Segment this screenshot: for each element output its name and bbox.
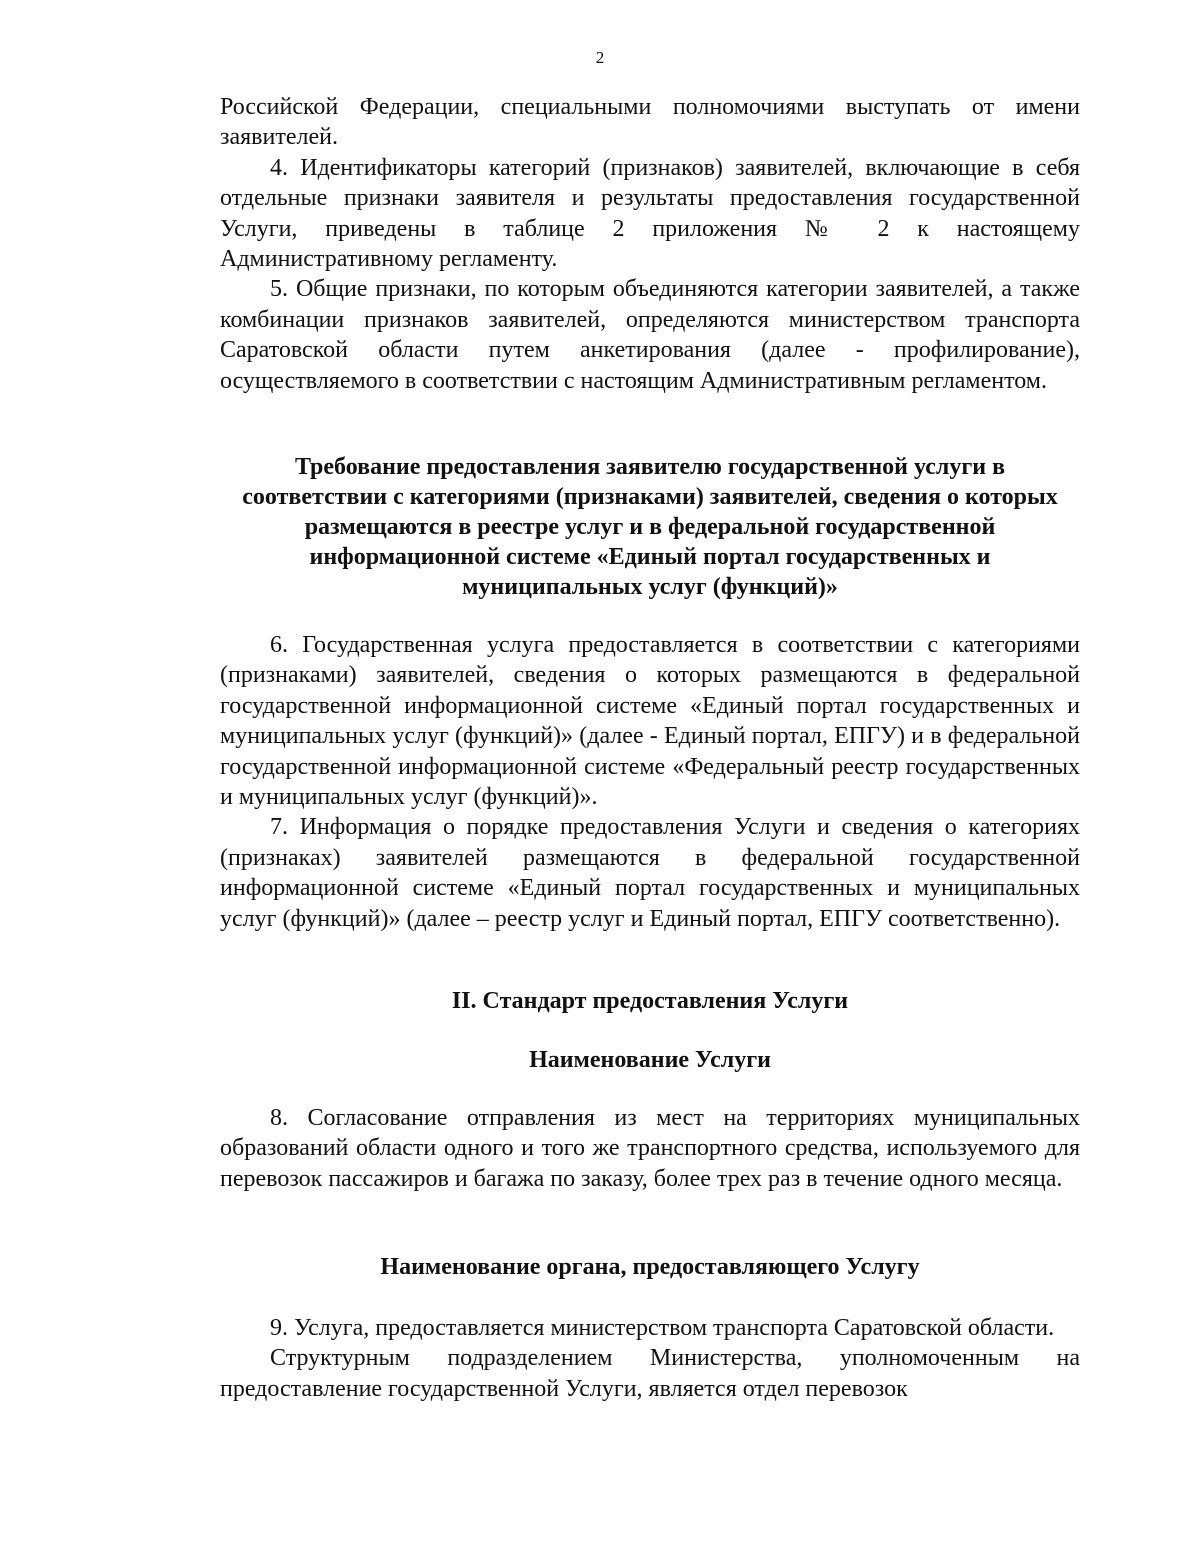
service-description-section (220, 1103, 1080, 1194)
heading-authority: Наименование органа, предоставляющего Услугу (380, 1254, 920, 1280)
page-number: 2 (595, 48, 605, 67)
standard-section (220, 986, 1080, 1016)
paragraph-5: 5. Общие признаки, по которым объединяются категории заявителей, а также комбинации признаков заявителей, определяются министерством транспорта Саратовской области путем анкетирования (далее - профилирование), осуществляемого в соответствии с настоящим Административным регламентом. (220, 276, 1080, 394)
paragraph-8: 8. Согласование отправления из мест на территориях муниципальных образований области одного и того же транспортного средства, используемого для перевозок пассажиров и багажа по заказу, более трех раз в течение одного месяца. (220, 1105, 1080, 1192)
paragraph-continuation: Российской Федерации, специальными полномочиями выступать от имени заявителей. (220, 94, 1080, 151)
paragraph-structural-unit: Структурным подразделением Министерства, уполномоченным на предоставление государственной Услуги, является отдел перевозок (220, 1345, 1080, 1402)
service-name-section (220, 1045, 1080, 1075)
paragraph-4: 4. Идентификаторы категорий (признаков) заявителей, включающие в себя отдельные признаки заявителя и результаты предоставления государственной Услуги, приведены в таблице 2 приложения № 2 к настоящему Административному регламенту. (220, 154, 1080, 273)
categories-section (220, 630, 1080, 934)
heading-requirement: Требование предоставления заявителю государственной услуги в соответствии с категориями (признаками) заявителей, сведения о которых размещаются в реестре услуг и в федеральной государственной информационной системе «Единый портал государственных и муниципальных услуг (функций)» (242, 454, 1058, 600)
paragraph-9: 9. Услуга, предоставляется министерством транспорта Саратовской области. (270, 1315, 1055, 1341)
authority-section (220, 1252, 1080, 1282)
heading-service-name: Наименование Услуги (529, 1047, 771, 1073)
heading-section-2: II. Стандарт предоставления Услуги (451, 988, 849, 1014)
requirement-section (220, 452, 1080, 602)
paragraph-6: 6. Государственная услуга предоставляется в соответствии с категориями (признаками) заявителей, сведения о которых размещаются в федеральной государственной информационной системе «Единый портал государственных и муниципальных услуг (функций)» (далее - Единый портал, ЕПГУ) и в федеральной государственной информационной системе «Федеральный реестр государственных и муниципальных услуг (функций)». (220, 632, 1080, 811)
paragraph-7: 7. Информация о порядке предоставления Услуги и сведения о категориях (признаках) заявителей размещаются в федеральной государственной информационной системе «Единый портал государственных и муниципальных услуг (функций)» (далее – реестр услуг и Единый портал, ЕПГУ соответственно). (220, 814, 1080, 932)
authority-details-section (220, 1313, 1080, 1404)
intro-section (220, 92, 1080, 396)
